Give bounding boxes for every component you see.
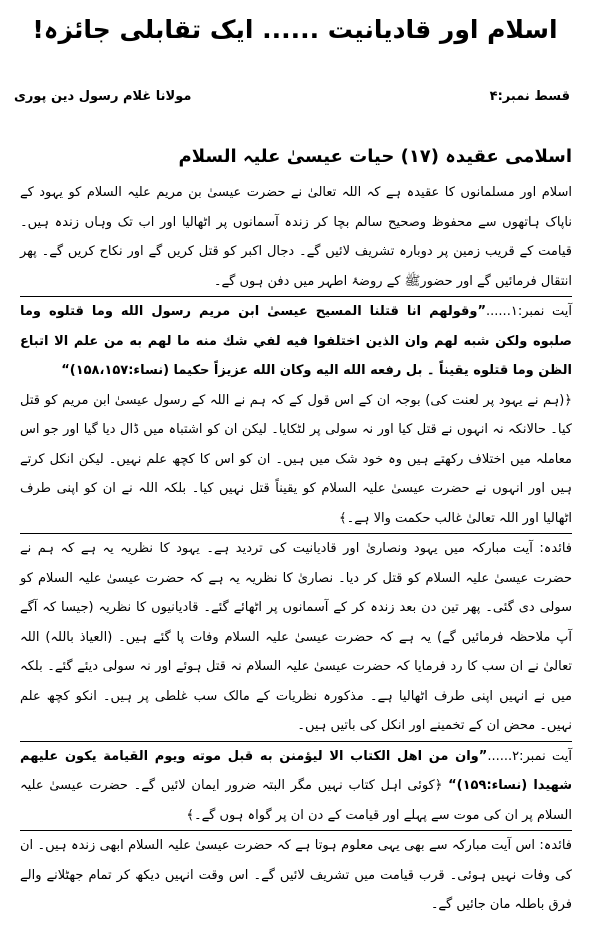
verse-2-arabic: ”وان من اهل الكتاب الا ليؤمنن به قبل موته ويوم القيامة يكون عليهم شهيدا (نساء:۱۵۹)“ bbox=[20, 748, 572, 793]
intro-paragraph: اسلام اور مسلمانوں کا عقیدہ ہے کہ اللہ تعالیٰ نے حضرت عیسیٰ بن مریم علیہ السلام کو یہود کے ناپاک ہاتھوں سے محفوظ وصحیح سالم بچا کر زندہ آسمانوں پر اٹھالیا اور اب تک وہاں زندہ ہیں۔ قیامت کے قریب زمین پر دوبارہ تشریف لائیں گے۔ دجال اکبر کو قتل کریں گے اور نکاح کریں گے۔ پھر انتقال فرمائیں گے اور حضورﷺ کے روضۂ اطہر میں دفن ہوں گے۔ bbox=[20, 185, 572, 289]
author-name: مولانا غلام رسول دین پوری bbox=[14, 89, 192, 104]
episode-number: قسط نمبر:۴ bbox=[489, 89, 570, 104]
verse-1-translation: ﴿(ہم نے یہود پر لعنت کی) بوجہ ان کے اس قول کے کہ ہم نے اللہ کے رسول عیسیٰ ابن مریم کو قتل کیا۔ حالانکہ نہ انہوں نے قتل کیا اور نہ سولی پر لٹکایا۔ لیکن ان کو اشتباہ میں ڈال دیا گیا اور جو اس معاملہ میں اختلاف رکھتے ہیں وہ خود شک میں ہیں۔ ان کو اس کا کچھ علم نہیں۔ لیکن انکل کرتے ہیں اور انہوں نے حضرت عیسیٰ علیہ السلام کو یقیناً قتل نہیں کیا۔ بلکہ اللہ نے ان کو اپنی طرف اٹھالیا اور اللہ تعالیٰ غالب حکمت والا ہے۔﴾ bbox=[20, 392, 572, 526]
article-meta bbox=[14, 84, 570, 110]
article-body bbox=[20, 178, 572, 920]
note-2: فائدہ: اس آیت مبارکہ سے بھی یہی معلوم ہوتا ہے کہ حضرت عیسیٰ علیہ السلام ابھی زندہ ہیں۔ ان کی وفات نہیں ہوئی۔ قرب قیامت میں تشریف لائیں گے۔ اس وقت انہیں دیکھ کر تمام جھٹلانے والے فرق باطلہ مان جائیں گے۔ bbox=[20, 838, 572, 912]
verse-2-label: آیت نمبر:۲...... bbox=[487, 748, 572, 764]
section-heading: اسلامی عقیدہ (۱۷) حیات عیسیٰ علیہ السلام bbox=[178, 146, 572, 167]
verse-1 bbox=[20, 297, 572, 386]
article-title: اسلام اور قادیانیت ...... ایک تقابلی جائزہ! bbox=[32, 15, 558, 44]
verse-2 bbox=[20, 742, 572, 831]
verse-1-arabic: ”وقولهم انا قتلنا المسيح عيسىٰ ابن مريم رسول الله وما قتلوه وما صلبوه ولكن شبه لهم وان الذين اختلفوا فيه لفي شك منه ما لهم به من علم الا اتباع الظن وما قتلوه يقيناً ۔ بل رفعه الله اليه وكان الله عزيزاً حكيما (نساء:۱۵۸،۱۵۷)“ bbox=[20, 304, 572, 378]
verse-2-translation: ﴿کوئی اہل کتاب نہیں مگر البتہ ضرور ایمان لائیں گے۔ حضرت عیسیٰ علیہ السلام پر ان کی موت سے پہلے اور قیامت کے دن ان پر گواہ ہوں گے۔﴾ bbox=[20, 778, 572, 823]
verse-1-label: آیت نمبر:۱...... bbox=[486, 304, 572, 319]
note-1: فائدہ: آیت مبارکہ میں یہود ونصاریٰ اور قادیانیت کی تردید ہے۔ یہود کا نظریہ یہ ہے کہ ہم نے حضرت عیسیٰ علیہ السلام کو قتل کر دیا۔ نصاریٰ کا نظریہ یہ ہے کہ حضرت عیسیٰ علیہ السلام کو سولی دی گئی۔ پھر تین دن بعد زندہ کر کے آسمانوں پر اٹھائے گئے۔ قادیانیوں کا نظریہ (جیسا کہ آگے آپ ملاحظہ فرمائیں گے) یہ ہے کہ حضرت عیسیٰ علیہ السلام وفات پا گئے ہیں۔ (العیاذ باللہ) اللہ تعالیٰ نے ان سب کا رد فرمایا کہ حضرت عیسیٰ علیہ السلام نہ قتل ہوئے اور نہ سولی دیئے گئے۔ بلکہ میں نے انہیں اپنی طرف اٹھالیا ہے۔ مذکورہ نظریات کے مالک سب غلطی پر ہیں۔ انکو کچھ علم نہیں۔ محض ان کے تخمینے اور انکل کی باتیں ہیں۔ bbox=[20, 541, 572, 733]
